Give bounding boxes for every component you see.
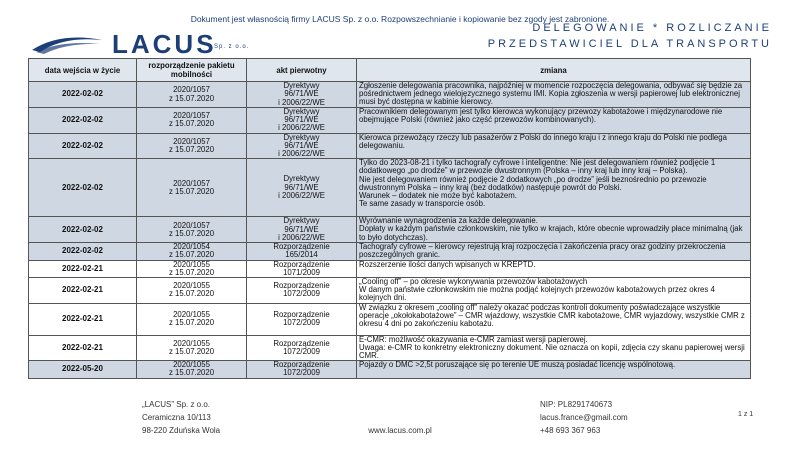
row-act-cell: Rozporządzenie 1072/2009	[247, 303, 357, 335]
row-act-cell: Dyrektywy 96/71/WE i 2006/22/WE	[247, 108, 357, 134]
logo-text: LACUS	[112, 29, 217, 59]
row-act-cell: Dyrektywy 96/71/WE i 2006/22/WE	[247, 159, 357, 217]
changes-table	[28, 58, 751, 379]
table-row	[29, 82, 751, 108]
footer-company-name: „LACUS” Sp. z o.o.	[142, 400, 211, 409]
row-act-cell: Rozporządzenie 1072/2009	[247, 335, 357, 361]
row-date-cell: 2022-02-02	[29, 217, 137, 243]
row-change-cell: E-CMR: możliwość okazywania e-CMR zamiast wersji papierowej. Uwaga: e-CMR to konkretny elektroniczny dokument. Nie oznacza on kopii, zdjęcia czy skanu papierowej wersji CMR.	[357, 335, 751, 361]
footer-website-link[interactable]: www.lacus.com.pl	[368, 426, 432, 435]
row-act-cell: Rozporządzenie 1071/2009	[247, 260, 357, 277]
row-change-cell: Pojazdy o DMC >2,5t poruszające się po terenie UE muszą posiadać licencję wspólnotową.	[357, 361, 751, 378]
row-act-cell: Rozporządzenie 1072/2009	[247, 278, 357, 304]
row-act-cell: Dyrektywy 96/71/WE i 2006/22/WE	[247, 82, 357, 108]
row-regulation-cell: 2020/1054 z 15.07.2020	[137, 243, 247, 260]
row-date-cell: 2022-02-21	[29, 260, 137, 277]
row-date-cell: 2022-02-02	[29, 133, 137, 159]
header-date: data wejścia w życie	[29, 59, 137, 82]
company-logo	[30, 30, 217, 58]
logo-swoosh-icon	[30, 34, 104, 54]
row-act-cell: Rozporządzenie 165/2014	[247, 243, 357, 260]
footer-phone: +48 693 367 963	[540, 426, 601, 435]
row-change-cell: „Cooling off” – po okresie wykonywania przewozów kabotażowych W danym państwie członkowskim nie można podjąć kolejnych przewozów kabotażowych przez okres 4 kolejnych dni.	[357, 278, 751, 304]
row-act-cell: Dyrektywy 96/71/WE i 2006/22/WE	[247, 133, 357, 159]
table-row	[29, 243, 751, 260]
row-regulation-cell: 2020/1055 z 15.07.2020	[137, 335, 247, 361]
row-regulation-cell: 2020/1055 z 15.07.2020	[137, 303, 247, 335]
tagline-delegation: DELEGOWANIE * ROZLICZANIE	[532, 22, 772, 34]
row-change-cell: Pracownikiem delegowanym jest tylko kierowca wykonujący przewozy kabotażowe i międzynarodowe nie obejmujące Polski (również jako część przewozów kombinowanych).	[357, 108, 751, 134]
row-change-cell: Tachografy cyfrowe – kierowcy rejestrują kraj rozpoczęcia i zakończenia pracy oraz godziny przekroczenia poszczególnych granic.	[357, 243, 751, 260]
table-row	[29, 335, 751, 361]
table-row	[29, 133, 751, 159]
header-original-act: akt pierwotny	[247, 59, 357, 82]
row-date-cell: 2022-02-02	[29, 159, 137, 217]
row-date-cell: 2022-02-02	[29, 243, 137, 260]
row-date-cell: 2022-02-21	[29, 303, 137, 335]
table-row	[29, 361, 751, 378]
row-regulation-cell: 2020/1057 z 15.07.2020	[137, 159, 247, 217]
row-regulation-cell: 2020/1055 z 15.07.2020	[137, 278, 247, 304]
row-regulation-cell: 2020/1055 z 15.07.2020	[137, 260, 247, 277]
row-change-cell: Wyrównanie wynagrodzenia za każde delegowanie. Dopłaty w każdym państwie członkowskim, nie tylko w krajach, które obecnie wprowadziły płace minimalną (jak to było dotychczas).	[357, 217, 751, 243]
row-regulation-cell: 2020/1057 z 15.07.2020	[137, 82, 247, 108]
document-notice: Dokument jest własnością firmy LACUS Sp. z o.o. Rozpowszechnianie i kopiowanie bez zgody jest zabronione.	[190, 14, 610, 24]
row-regulation-cell: 2020/1055 z 15.07.2020	[137, 361, 247, 378]
table-row	[29, 217, 751, 243]
table-row	[29, 303, 751, 335]
row-change-cell: Tylko do 2023-08-21 i tylko tachografy cyfrowe i inteligentne: Nie jest delegowaniem również podjęcie 1 dodatkowego „po drodze” w przewozie dwustronnym (Polska – inny kraj lub inny kraj – Polska). Nie jest delegowaniem również podjęcie 2 dodatkowych „po drodze” jeśli beznośrednio po przewozie dwustronnym Polska – inny kraj (bez dodatków) następuje powrót do Polski. Warunek – dodatek nie może być kabotażem. Te same zasady w transporcie osób.	[357, 159, 751, 217]
header-change: zmiana	[357, 59, 751, 82]
table-row	[29, 278, 751, 304]
row-regulation-cell: 2020/1057 z 15.07.2020	[137, 217, 247, 243]
tagline-representative: PRZEDSTAWICIEL DLA TRANSPORTU	[487, 38, 772, 50]
footer-nip: NIP: PL8291740673	[540, 400, 613, 409]
table-row	[29, 159, 751, 217]
row-change-cell: Rozszerzenie ilości danych wpisanych w KREPTD.	[357, 260, 751, 277]
row-change-cell: W związku z okresem „cooling off” należy okazać podczas kontroli dokumenty poświadczające wszystkie operacje „okołokabotażowe” – CMR wjazdowy, wszystkie CMR kabotażowe, CMR wyjazdowy, wszystkie CMR z okresu 4 dni po zakończeniu kabotażu.	[357, 303, 751, 335]
footer-street: Ceramiczna 10/113	[142, 413, 211, 422]
row-change-cell: Kierowca przewożący rzeczy lub pasażerów z Polski do innego kraju i z innego kraju do Polski nie podlega delegowaniu.	[357, 133, 751, 159]
row-act-cell: Dyrektywy 96/71/WE i 2006/22/WE	[247, 217, 357, 243]
table-row	[29, 108, 751, 134]
row-act-cell: Rozporządzenie 1072/2009	[247, 361, 357, 378]
row-regulation-cell: 2020/1057 z 15.07.2020	[137, 108, 247, 134]
row-date-cell: 2022-02-21	[29, 335, 137, 361]
table-row	[29, 260, 751, 277]
row-date-cell: 2022-02-21	[29, 278, 137, 304]
row-regulation-cell: 2020/1057 z 15.07.2020	[137, 133, 247, 159]
footer-email[interactable]: lacus.france@gmail.com	[540, 413, 628, 422]
row-change-cell: Zgłoszenie delegowania pracownika, najpóźniej w momencie rozpoczęcia delegowania, odbywać się będzie za pośrednictwem jednego wielojęzycznego systemu IMI. Kopia zgłoszenia w wersji papierowej lub elektronicznej musi być dostępna w kabinie kierowcy.	[357, 82, 751, 108]
row-date-cell: 2022-02-02	[29, 108, 137, 134]
page-number: 1 z 1	[738, 411, 754, 418]
row-date-cell: 2022-02-02	[29, 82, 137, 108]
row-date-cell: 2022-05-20	[29, 361, 137, 378]
footer-city: 98-220 Zduńska Wola	[142, 426, 221, 435]
logo-subtitle: Sp. z o.o.	[214, 44, 250, 50]
table-header-row	[29, 59, 751, 82]
header-regulation: rozporządzenie pakietu mobilności	[137, 59, 247, 82]
